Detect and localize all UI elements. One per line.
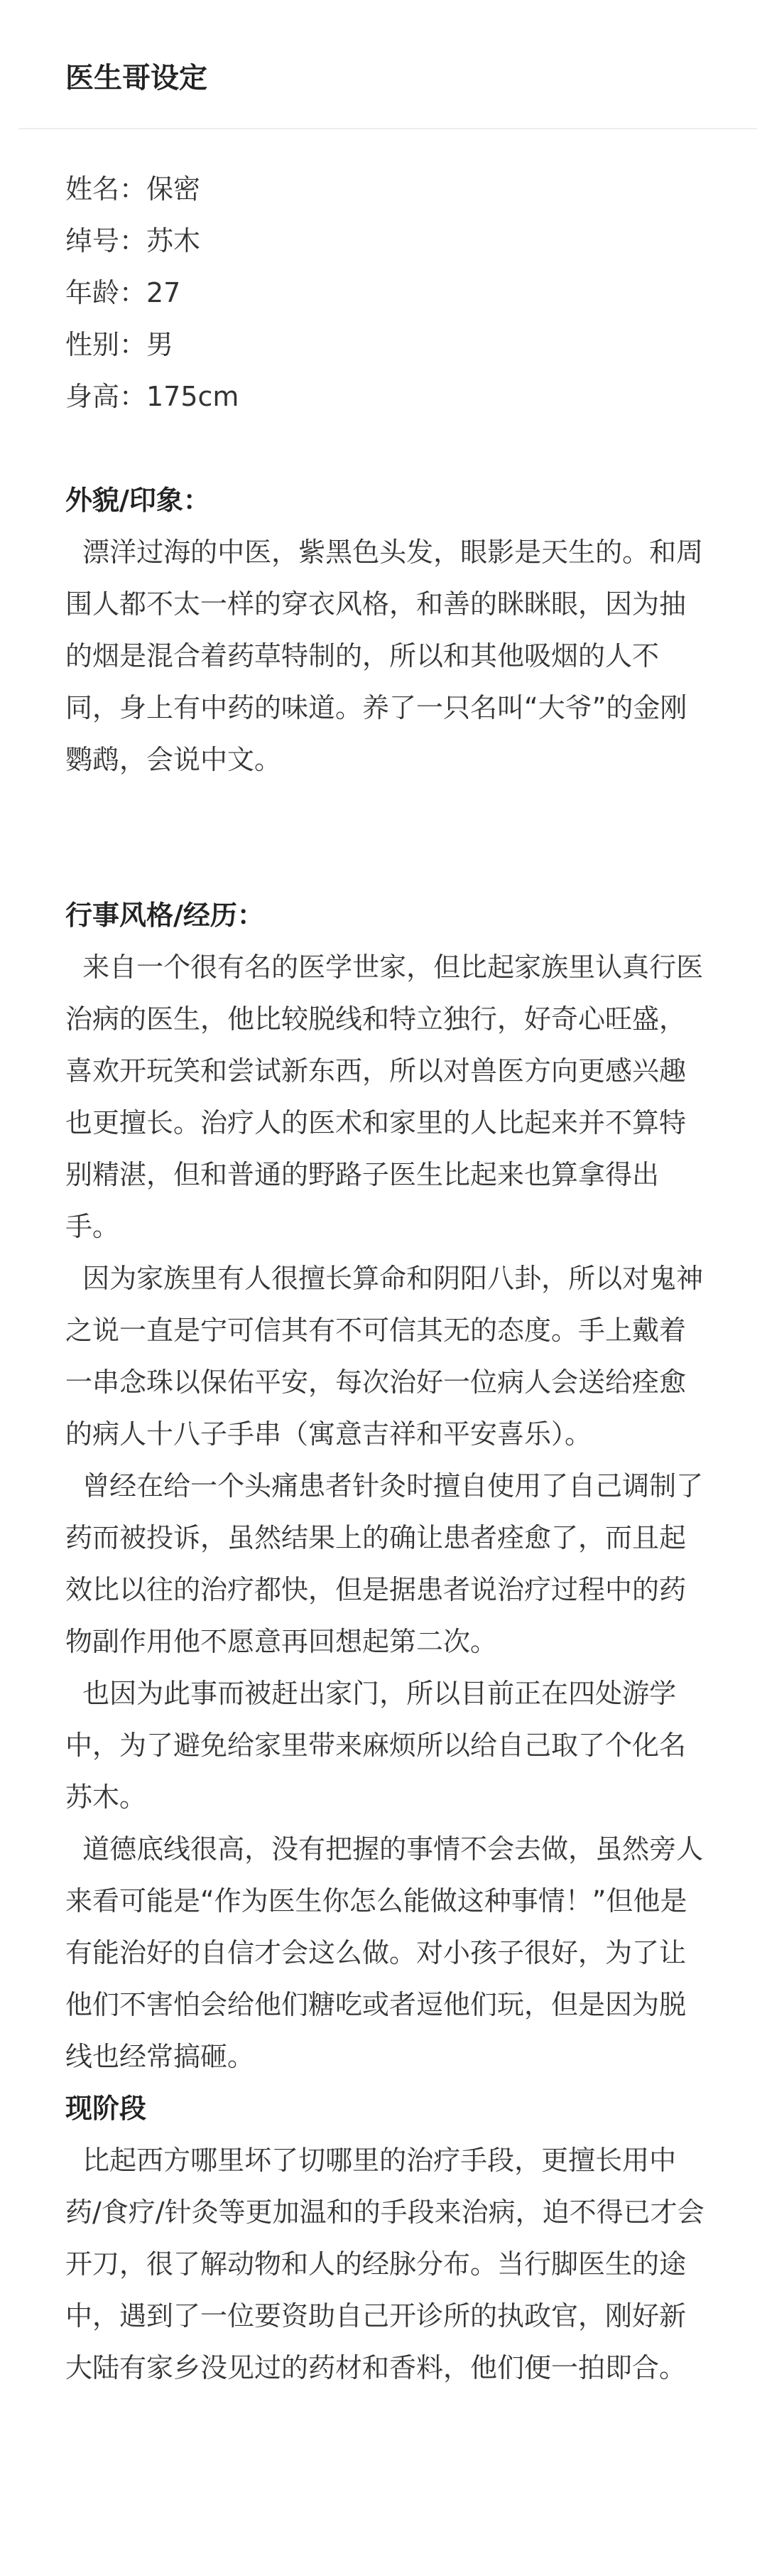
background-paragraph-1: 来自一个很有名的医学世家，但比起家族里认真行医治病的医生，他比较脱线和特立独行，好奇心旺盛，喜欢开玩笑和尝试新东西，所以对兽医方向更感兴趣也更擅长。治疗人的医术和家里的人比起来并不算特别精湛，但和普通的野路子医生比起来也算拿得出手。: [65, 952, 704, 1242]
page-title: 医生哥设定: [65, 62, 207, 95]
section-gap: [65, 786, 705, 890]
info-gender: 性别：男: [65, 329, 174, 360]
current-section: [65, 2083, 705, 2394]
appearance-section: [65, 475, 705, 786]
document-body: [65, 163, 705, 2394]
background-paragraph-4: 也因为此事而被赶出家门，所以目前正在四处游学中，为了避免给家里带来麻烦所以给自己取了个化名苏木。: [65, 1678, 687, 1813]
info-nickname: 绰号：苏木: [65, 225, 201, 257]
current-heading: 现阶段: [65, 2093, 147, 2124]
background-paragraph-5: 道德底线很高，没有把握的事情不会去做，虽然旁人来看可能是“作为医生你怎么能做这种事情！”但他是有能治好的自信才会这么做。对小孩子很好，为了让他们不害怕会给他们糖吃或者逗他们玩，但是因为脱线也经常搞砸。: [65, 1833, 704, 2072]
header-divider: [18, 128, 757, 129]
appearance-heading: 外貌/印象：: [65, 485, 210, 516]
info-name: 姓名：保密: [65, 173, 201, 205]
basic-info-section: [65, 163, 705, 423]
info-height: 身高：175cm: [65, 381, 239, 412]
section-gap: [65, 423, 705, 475]
appearance-paragraph: 漂洋过海的中医，紫黑色头发，眼影是天生的。和周围人都不太一样的穿衣风格，和善的眯眯眼，因为抽的烟是混合着药草特制的，所以和其他吸烟的人不同，身上有中药的味道。养了一只名叫“大爷”的金刚鹦鹉，会说中文。: [65, 537, 704, 775]
background-paragraph-3: 曾经在给一个头痛患者针灸时擅自使用了自己调制了药而被投诉，虽然结果上的确让患者痊愈了，而且起效比以往的治疗都快，但是据患者说治疗过程中的药物副作用他不愿意再回想起第二次。: [65, 1470, 704, 1657]
current-paragraph: 比起西方哪里坏了切哪里的治疗手段，更擅长用中药/食疗/针灸等更加温和的手段来治病，迫不得已才会开刀，很了解动物和人的经脉分布。当行脚医生的途中，遇到了一位要资助自己开诊所的执政官，刚好新大陆有家乡没见过的药材和香料，他们便一拍即合。: [65, 2145, 705, 2383]
page-header: [0, 0, 767, 129]
info-age: 年龄：27: [65, 277, 181, 308]
background-heading: 行事风格/经历：: [65, 900, 264, 931]
background-section: [65, 890, 705, 2083]
background-paragraph-2: 因为家族里有人很擅长算命和阴阳八卦，所以对鬼神之说一直是宁可信其有不可信其无的态度。手上戴着一串念珠以保佑平安，每次治好一位病人会送给痊愈的病人十八子手串（寓意吉祥和平安喜乐）。: [65, 1263, 704, 1450]
